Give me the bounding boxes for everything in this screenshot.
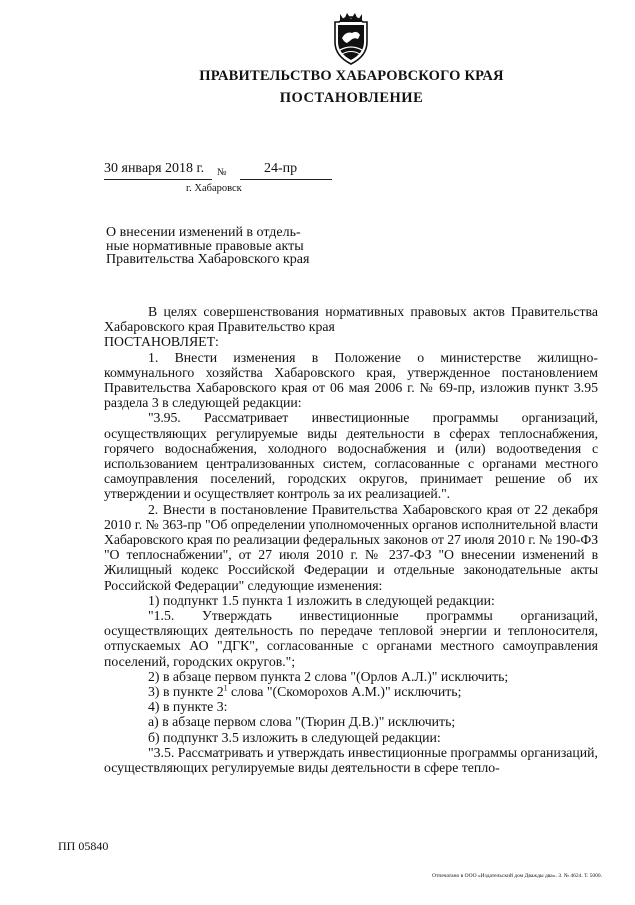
subject-line: ные нормативные правовые акты (106, 238, 304, 254)
number-underline (240, 179, 332, 180)
quoted-paragraph-1-5: "1.5. Утверждать инвестиционные программы организаций, осуществляющих деятельность по передаче тепловой энергии и теплоносителя, отпускаемых АО "ДГК", согласованные с органами местного самоуправления поселений, городских округов."; (104, 608, 598, 669)
subitem-a-paragraph: а) в абзаце первом слова "(Тюрин Д.В.)" исключить; (148, 714, 456, 730)
quoted-paragraph-3-5: "3.5. Рассматривать и утверждать инвестиционные программы организаций, осуществляющих регулируемые виды деятельности в сфере тепло- (104, 744, 598, 776)
subitem-1-paragraph: 1) подпункт 1.5 пункта 1 изложить в следующей редакции: (148, 592, 495, 608)
government-title: ПРАВИТЕЛЬСТВО ХАБАРОВСКОГО КРАЯ (199, 68, 504, 84)
subitem-3-paragraph (104, 684, 598, 699)
preamble-paragraph: В целях совершенствования нормативных правовых актов Правительства Хабаровского края Правительство края (104, 304, 598, 335)
subitem-b-paragraph: б) подпункт 3.5 изложить в следующей редакции: (148, 729, 441, 745)
document-date: 30 января 2018 г. (104, 161, 205, 176)
item-2-paragraph: 2. Внести в постановление Правительства Хабаровского края от 22 декабря 2010 г. № 363-пр "Об определении уполномоченных органов исполнительной власти Хабаровского края по реализации федеральных законов от 27 июля 2010 г. № 190-ФЗ "О теплоснабжении", от 27 июля 2010 г. № 237-ФЗ "О внесении изменений в Жилищный кодекс Российской Федерации и отдельные законодательные акты Российской Федерации" следующие изменения: (104, 501, 598, 593)
printer-imprint: Отпечатано в ООО «Издательский дом Дважды два». З. № 4624. Т. 5000. (432, 873, 603, 879)
superscript: 1 (223, 683, 228, 693)
date-underline (104, 179, 212, 180)
document-body (104, 304, 598, 775)
form-code: ПП 05840 (58, 839, 109, 853)
subitem-3-text-cont: слова "(Скоморохов А.М.)" исключить; (227, 684, 462, 700)
document-number: 24-пр (264, 161, 298, 176)
subitem-4-paragraph: 4) в пункте 3: (148, 699, 228, 715)
resolves-heading: ПОСТАНОВЛЯЕТ: (104, 334, 219, 350)
subject-line: Правительства Хабаровского края (106, 252, 310, 267)
subject-line: О внесении изменений в отдель- (106, 225, 301, 240)
item-1-paragraph: 1. Внести изменения в Положение о министерстве жилищно-коммунального хозяйства Хабаровского края, утвержденное постановлением Правительства Хабаровского края от 06 мая 2006 г. № 69-пр, изложив пункт 3.95 раздела 3 в следующей редакции: (104, 349, 598, 411)
quoted-paragraph-3-95: "3.95. Рассматривает инвестиционные программы организаций, осуществляющих регулируемые виды деятельности в сферах теплоснабжения, горячего водоснабжения, холодного водоснабжения и (или) водоотведения с использованием централизованных систем, согласованные с органами местного самоуправления поселений, городских округов, принимает решение об их утверждении и осуществляет контроль за их реализацией.". (104, 410, 598, 502)
khabarovsk-coat-of-arms-icon (331, 8, 371, 66)
document-type: ПОСТАНОВЛЕНИЕ (279, 90, 424, 106)
document-subject (106, 226, 309, 267)
city: г. Хабаровск (186, 183, 242, 194)
subitem-3-text: 3) в пункте 2 (148, 684, 224, 700)
subitem-2-paragraph: 2) в абзаце первом пункта 2 слова "(Орлов А.Л.)" исключить; (148, 668, 509, 684)
number-sign: № (217, 167, 227, 178)
